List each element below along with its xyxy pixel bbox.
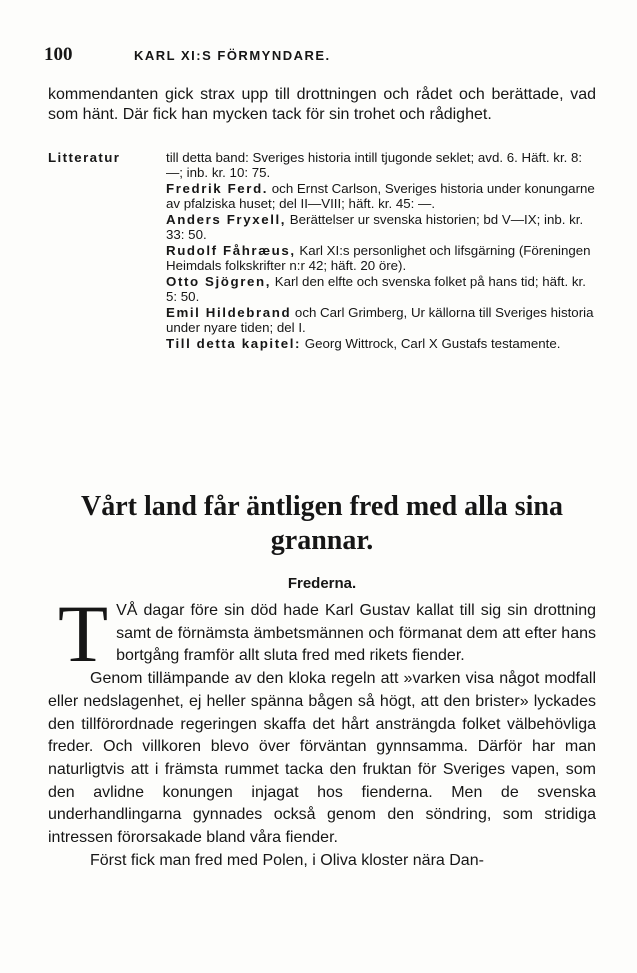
literature-entry bbox=[48, 274, 596, 304]
literature-entry bbox=[48, 212, 596, 242]
literature-entry bbox=[48, 243, 596, 273]
entry-text: Berättelser ur svenska historien; bd V—IX; inb. kr. 33: 50. bbox=[166, 212, 584, 242]
entry-author: Fredrik Ferd. bbox=[166, 181, 269, 196]
entry-author: Anders Fryxell, bbox=[166, 212, 287, 227]
paragraph-2: Genom tillämpande av den kloka regeln att »varken visa något modfall eller nedslagenhet, ej heller spänna bågen så högt, att den brister» lyckades den tillförordnade regeringen skaffa det hårt ansträngda folket välbehövliga freder. Och villkoren blevo över förväntan gynnsamma. Därför har man naturligtvis att i främsta rummet tacka den fruktan för Sveriges vapen, som den avlidne konungen injagat hos fienderna. Men de svenska underhandlingarna gynnades också genom den söndring, som stridiga intressen förorsakade bland våra fiender. bbox=[48, 670, 596, 847]
literature-heading-row bbox=[48, 150, 596, 180]
entry-text: Georg Wittrock, Carl X Gustafs testamente. bbox=[301, 336, 561, 351]
entry-author: Emil Hildebrand bbox=[166, 305, 292, 320]
entry-author: Till detta kapitel: bbox=[166, 336, 302, 351]
page-number: 100 bbox=[44, 44, 73, 65]
entry-author: Rudolf Fåhræus, bbox=[166, 243, 296, 258]
literature-entry bbox=[48, 305, 596, 335]
section-title: Vårt land får äntligen fred med alla sina grannar. bbox=[81, 491, 563, 556]
drop-cap: T bbox=[58, 588, 109, 679]
paragraph-1 bbox=[48, 588, 596, 679]
body-text bbox=[48, 588, 596, 872]
entry-author: Otto Sjögren, bbox=[166, 274, 272, 289]
literature-first-text: till detta band: Sveriges historia intill tjugonde seklet; avd. 6. Häft. kr. 8: —; inb. kr. 10: 75. bbox=[166, 150, 583, 180]
literature-entry bbox=[48, 336, 596, 351]
running-head: KARL XI:S FÖRMYNDARE. bbox=[134, 48, 331, 63]
entry-text: och Ernst Carlson, Sveriges historia under konungarne av pfalziska huset; del II—VIII; häft. kr. 45: —. bbox=[166, 181, 595, 211]
literature-list bbox=[48, 150, 596, 352]
entry-text: och Carl Grimberg, Ur källorna till Sveriges historia under nyare tiden; del I. bbox=[166, 305, 594, 335]
literature-entry bbox=[48, 181, 596, 211]
literature-label: Litteratur bbox=[48, 150, 121, 165]
intro-paragraph bbox=[48, 85, 596, 125]
entry-text: Karl XI:s personlighet och lifsgärning (Föreningen Heimdals folkskrifter n:r 42; häft. 20 öre). bbox=[166, 243, 591, 273]
entry-text: Karl den elfte och svenska folket på hans tid; häft. kr. 5: 50. bbox=[166, 274, 586, 304]
section-subtitle: Frederna. bbox=[287, 575, 357, 592]
intro-text: kommendanten gick strax upp till drottningen och rådet och berättade, vad som hänt. Där fick han mycken tack för sin trohet och rådighet. bbox=[48, 86, 596, 123]
page-header bbox=[44, 44, 594, 66]
paragraph-3: Först fick man fred med Polen, i Oliva kloster nära Dan- bbox=[90, 851, 484, 869]
paragraph-1-text: VÅ dagar före sin död hade Karl Gustav kallat till sig sin drottning samt de förnämsta ämbetsmännen och förmanat dem att efter hans bortgång framför allt sluta fred med rikets fiender. bbox=[116, 602, 596, 665]
